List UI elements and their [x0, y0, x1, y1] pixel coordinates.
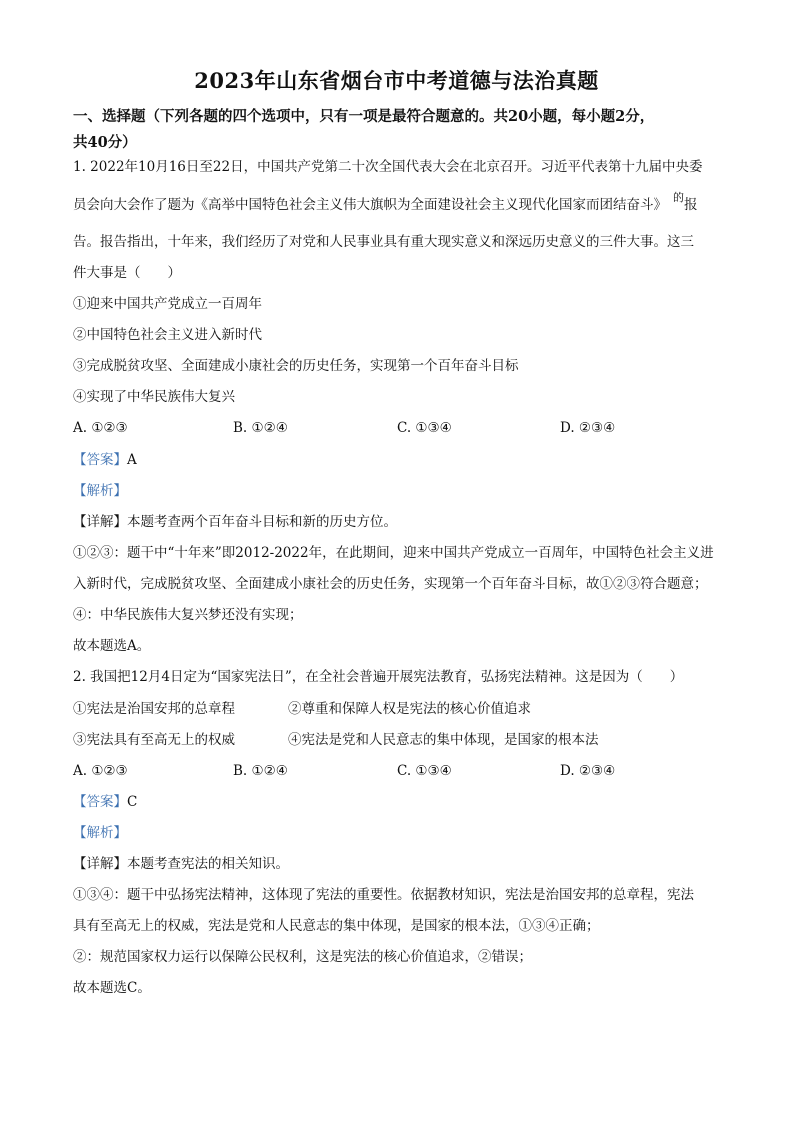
q1-answer-value: A	[127, 452, 137, 468]
q1-detail	[73, 512, 728, 532]
section-heading-line1: 一、选择题（下列各题的四个选项中，只有一项是最符合题意的。共20小题，每小题2分，	[73, 108, 655, 125]
q2-answer	[73, 792, 728, 812]
q1-explanation-line3: ④：中华民族伟大复兴梦还没有实现；	[73, 607, 303, 623]
q2-explanation-line3: ②：规范国家权力运行以保障公民权利，这是宪法的核心价值追求，②错误；	[73, 949, 532, 965]
q2-statements-row1	[73, 699, 728, 719]
q1-analysis-label: 【解析】	[73, 483, 127, 499]
q1-statement-4: ④实现了中华民族伟大复兴	[73, 389, 235, 405]
q1-statement-2: ②中国特色社会主义进入新时代	[73, 327, 262, 343]
q1-explanation-line2: 入新时代，完成脱贫攻坚、全面建成小康社会的历史任务，实现第一个百年奋斗目标，故①②③符合题意；	[73, 576, 708, 592]
q2-statement-3: ③宪法具有至高无上的权威	[73, 732, 235, 748]
q2-answer-label: 【答案】	[73, 794, 127, 810]
q1-statement-1: ①迎来中国共产党成立一百周年	[73, 296, 262, 312]
q1-option-a: A. ①②③	[73, 420, 128, 436]
q1-answer-label: 【答案】	[73, 452, 127, 468]
q1-stem-line2-text: 员会向大会作了题为《高举中国特色社会主义伟大旗帜为全面建设社会主义现代化国家而团结奋斗》	[73, 197, 667, 213]
q1-stem-line2-tail: 报	[684, 197, 698, 213]
q1-explanation-line1: ①②③：题干中“十年来”即2012-2022年，在此期间，迎来中国共产党成立一百周年，中国特色社会主义进	[73, 545, 714, 561]
q1-stem-line4: 件大事是（ ）	[73, 265, 181, 281]
document-title: 2023年山东省烟台市中考道德与法治真题	[194, 68, 599, 93]
q1-option-c: C. ①③④	[397, 420, 452, 436]
q2-statement-1: ①宪法是治国安邦的总章程	[73, 701, 235, 717]
q1-stem-line1: 1. 2022年10月16日至22日，中国共产党第二十次全国代表大会在北京召开。习近平代表第十九届中央委	[73, 159, 703, 175]
q2-answer-value: C	[127, 794, 138, 810]
q2-option-a: A. ①②③	[73, 763, 128, 779]
q2-stem-line1: 2. 我国把12月4日定为“国家宪法日”，在全社会普遍开展宪法教育，弘扬宪法精神。这是因为（ ）	[73, 669, 684, 685]
q2-detail-intro: 本题考查宪法的相关知识。	[127, 856, 289, 872]
section-heading	[73, 104, 723, 156]
q2-option-c: C. ①③④	[397, 763, 452, 779]
q2-statements-row2	[73, 730, 728, 750]
q1-option-b: B. ①②④	[233, 420, 288, 436]
q1-stem-line2	[73, 191, 728, 216]
q2-detail	[73, 854, 728, 874]
section-heading-line2: 共40分）	[73, 134, 137, 151]
q2-analysis-label: 【解析】	[73, 825, 127, 841]
q2-detail-label: 【详解】	[73, 856, 127, 872]
q2-option-d: D. ②③④	[560, 763, 616, 779]
q1-statement-3: ③完成脱贫攻坚、全面建成小康社会的历史任务，实现第一个百年奋斗目标	[73, 358, 519, 374]
q2-explanation-line2: 具有至高无上的权威，宪法是党和人民意志的集中体现，是国家的根本法，①③④正确；	[73, 918, 600, 934]
q1-detail-intro: 本题考查两个百年奋斗目标和新的历史方位。	[127, 514, 397, 530]
q2-explanation-line4: 故本题选C。	[73, 980, 151, 996]
q2-option-b: B. ①②④	[233, 763, 288, 779]
q1-option-d: D. ②③④	[560, 420, 616, 436]
q1-detail-label: 【详解】	[73, 514, 127, 530]
q2-statement-4: ④宪法是党和人民意志的集中体现，是国家的根本法	[288, 732, 599, 748]
q1-stem-superscript: 的	[673, 191, 684, 204]
q2-explanation-line1: ①③④：题干中弘扬宪法精神，这体现了宪法的重要性。依据教材知识，宪法是治国安邦的总章程，宪法	[73, 887, 694, 903]
q1-answer	[73, 450, 728, 470]
q1-explanation-line4: 故本题选A。	[73, 638, 151, 654]
q2-statement-2: ②尊重和保障人权是宪法的核心价值追求	[288, 701, 531, 717]
q1-stem-line3: 告。报告指出，十年来，我们经历了对党和人民事业具有重大现实意义和深远历史意义的三件大事。这三	[73, 234, 694, 250]
